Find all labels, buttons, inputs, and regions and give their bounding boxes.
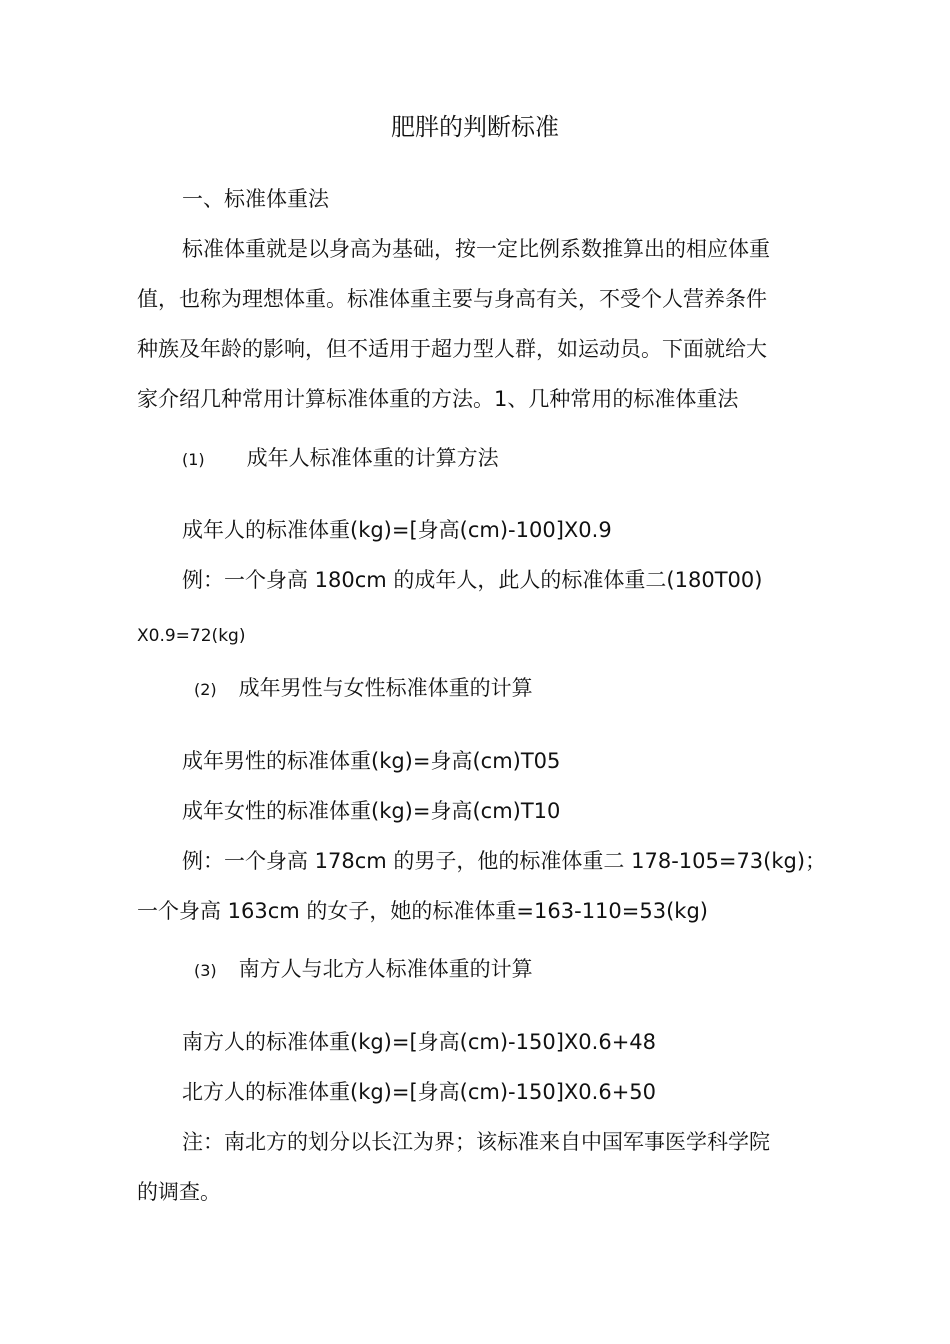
subsection-heading [194, 673, 533, 705]
example-line: 一个身高 163cm 的女子，她的标准体重=163-110=53(kg) [137, 899, 708, 923]
document-title: 肥胖的判断标准 [391, 113, 559, 141]
subsection-number: (1) [182, 450, 205, 469]
example-line: 例：一个身高 178cm 的男子，他的标准体重二 178-105=73(kg)； [182, 849, 827, 873]
subsection-heading [194, 954, 533, 986]
formula-line: 北方人的标准体重(kg)=[身高(cm)-150]X0.6+50 [182, 1080, 657, 1104]
note-line: 的调查。 [137, 1180, 221, 1204]
paragraph-line: 值，也称为理想体重。标准体重主要与身高有关，不受个人营养条件 [137, 287, 767, 311]
subsection-title: 成年男性与女性标准体重的计算 [238, 676, 533, 700]
subsection-number: (3) [194, 961, 217, 980]
subsection-heading [182, 443, 499, 475]
subsection-title: 南方人与北方人标准体重的计算 [238, 957, 533, 981]
paragraph-line: 家介绍几种常用计算标准体重的方法。1、几种常用的标准体重法 [137, 387, 739, 411]
formula-line: 南方人的标准体重(kg)=[身高(cm)-150]X0.6+48 [182, 1030, 657, 1054]
section-heading: 一、标准体重法 [182, 187, 329, 211]
subsection-number: (2) [194, 680, 217, 699]
formula-line: 成年人的标准体重(kg)=[身高(cm)-100]X0.9 [182, 518, 612, 542]
example-line: 例：一个身高 180cm 的成年人，此人的标准体重二(180T00) [182, 568, 763, 592]
note-line: 注：南北方的划分以长江为界；该标准来自中国军事医学科学院 [182, 1130, 770, 1154]
formula-line: 成年女性的标准体重(kg)=身高(cm)T10 [182, 799, 561, 823]
subsection-title: 成年人标准体重的计算方法 [246, 446, 499, 470]
formula-line: 成年男性的标准体重(kg)=身高(cm)T05 [182, 749, 561, 773]
example-line: X0.9=72(kg) [137, 626, 246, 646]
paragraph-line: 标准体重就是以身高为基础，按一定比例系数推算出的相应体重 [182, 237, 770, 261]
paragraph-line: 种族及年龄的影响，但不适用于超力型人群，如运动员。下面就给大 [137, 337, 767, 361]
